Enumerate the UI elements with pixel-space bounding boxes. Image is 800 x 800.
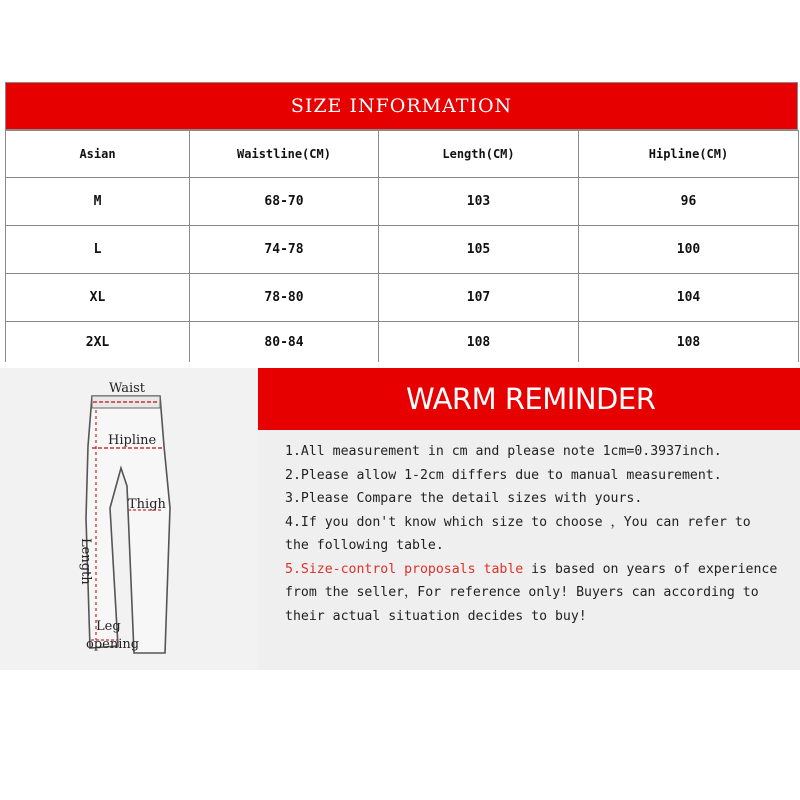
size-cell: XL — [6, 274, 190, 322]
warm-reminder-text — [285, 440, 785, 628]
length-cell: 107 — [379, 274, 579, 322]
warm-reminder-title: WARM REMINDER — [406, 382, 656, 416]
length-cell: 108 — [379, 322, 579, 363]
size-cell: 2XL — [6, 322, 190, 363]
header-hipline: Hipline(CM) — [579, 131, 799, 178]
reminder-line-2: 2.Please allow 1-2cm differs due to manual measurement. — [285, 467, 722, 483]
size-table-header-row — [6, 131, 799, 178]
header-asian: Asian — [6, 131, 190, 178]
reminder-line-5b: from the seller，For reference only! Buyers can according to — [285, 585, 759, 600]
size-cell: L — [6, 226, 190, 274]
hipline-cell: 100 — [579, 226, 799, 274]
length-cell: 105 — [379, 226, 579, 274]
reminder-line-4a: 4.If you don't know which size to choose ，You can refer to — [285, 514, 751, 530]
table-row — [6, 274, 799, 322]
warm-reminder-panel — [258, 368, 800, 670]
waist-label: Waist — [109, 381, 146, 396]
length-cell: 103 — [379, 178, 579, 226]
waistline-cell: 68-70 — [190, 178, 379, 226]
size-information-header — [5, 82, 798, 130]
hipline-cell: 96 — [579, 178, 799, 226]
leg-opening-label: Leg — [96, 619, 121, 634]
reminder-line-5-prefix: 5. — [285, 561, 301, 577]
hipline-cell: 108 — [579, 322, 799, 363]
pants-illustration — [0, 368, 258, 670]
table-row — [6, 178, 799, 226]
length-label: Length — [78, 538, 93, 585]
reminder-line-5a — [285, 558, 785, 582]
leg-opening-label-2: opening — [86, 637, 140, 652]
warm-reminder-header — [258, 368, 800, 430]
size-information-title: SIZE INFORMATION — [290, 95, 513, 117]
waistline-cell: 74-78 — [190, 226, 379, 274]
reminder-line-1: 1.All measurement in cm and please note 1cm=0.3937inch. — [285, 444, 722, 459]
table-row — [6, 226, 799, 274]
header-length: Length(CM) — [379, 131, 579, 178]
reminder-line-5-rest: is based on years of experience — [523, 561, 778, 577]
waistline-cell: 78-80 — [190, 274, 379, 322]
table-row — [6, 322, 799, 363]
size-cell: M — [6, 178, 190, 226]
size-table — [5, 130, 799, 362]
waistline-cell: 80-84 — [190, 322, 379, 363]
reminder-line-5c: their actual situation decides to buy! — [285, 608, 587, 624]
reminder-line-4b: the following table. — [285, 538, 444, 553]
header-waistline: Waistline(CM) — [190, 131, 379, 178]
hipline-label: Hipline — [108, 433, 157, 448]
thigh-label: Thigh — [128, 497, 166, 512]
reminder-line-3: 3.Please Compare the detail sizes with yours. — [285, 491, 643, 506]
hipline-cell: 104 — [579, 274, 799, 322]
size-control-highlight: Size-control proposals table — [300, 561, 524, 577]
pants-measurement-diagram — [0, 368, 259, 670]
